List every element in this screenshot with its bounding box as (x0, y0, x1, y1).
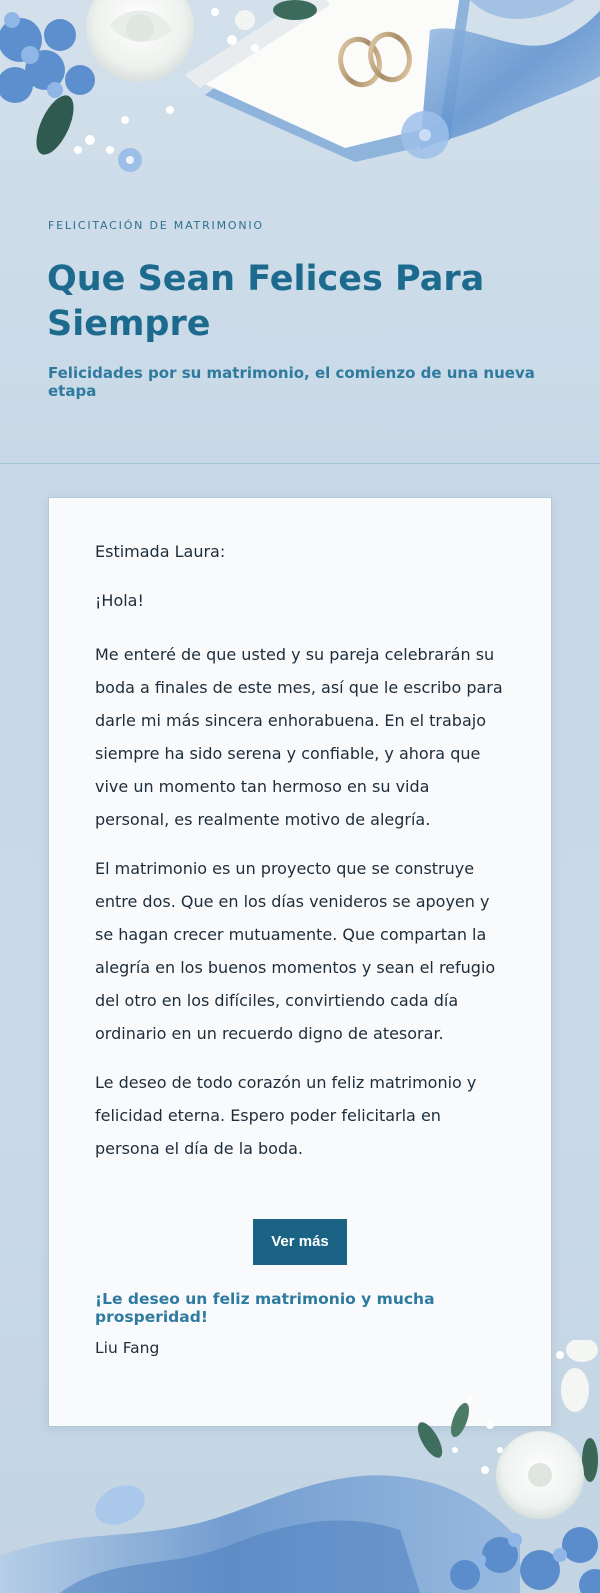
letter-salutation: Estimada Laura: (95, 542, 226, 561)
footer-illustration (0, 1340, 600, 1593)
letter-signature: Liu Fang (95, 1339, 160, 1357)
flowers-and-rings-illustration (0, 0, 600, 200)
letter-paragraph: El matrimonio es un proyecto que se construye entre dos. Que en los días venideros se apoyen y se hagan crecer mutuamente. Que compartan la alegría en los buenos momentos y sean el refugio del otro en los difíciles, convirtiendo cada día ordinario en un recuerdo digno de atesorar. (95, 859, 496, 1043)
see-more-button[interactable]: Ver más (253, 1219, 347, 1265)
button-container (49, 1219, 551, 1265)
letter-closing: ¡Le deseo un feliz matrimonio y mucha prosperidad! (95, 1290, 435, 1326)
letter-body (95, 540, 507, 1181)
flowers-and-ribbon-illustration (0, 1340, 600, 1593)
letter-hello: ¡Hola! (95, 591, 144, 610)
letter-card (48, 497, 552, 1427)
header-divider (0, 463, 600, 464)
page-subtitle: Felicidades por su matrimonio, el comienzo de una nueva etapa (48, 364, 535, 400)
letter-paragraph: Le deseo de todo corazón un feliz matrimonio y felicidad eterna. Espero poder felicitarla en persona el día de la boda. (95, 1073, 477, 1158)
header-illustration (0, 0, 600, 200)
eyebrow-label: FELICITACIÓN DE MATRIMONIO (48, 219, 264, 232)
page-title: Que Sean Felices Para Siempre (47, 259, 485, 344)
letter-paragraph: Me enteré de que usted y su pareja celebrarán su boda a finales de este mes, así que le escribo para darle mi más sincera enhorabuena. En el trabajo siempre ha sido serena y confiable, y ahora que vive un momento tan hermoso en su vida personal, es realmente motivo de alegría. (95, 645, 503, 829)
